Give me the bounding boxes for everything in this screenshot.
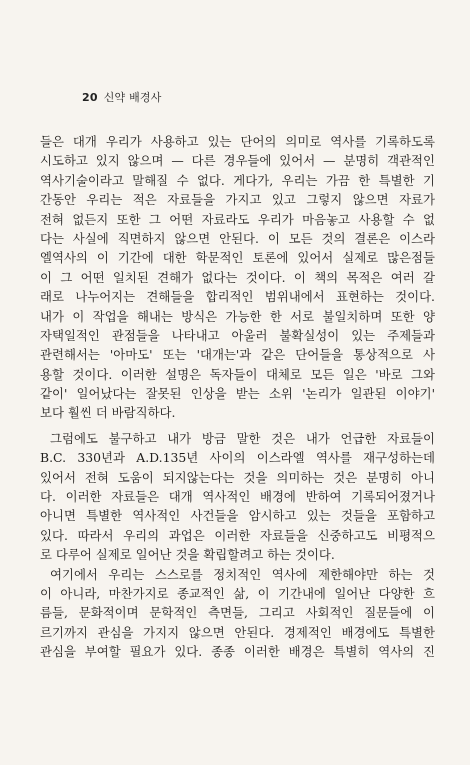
text-line: 내가 이 작업을 해내는 방식은 가능한 한 서로 불일치하며 또한 양 [40, 308, 435, 324]
text-line: 보다 훨씬 더 바람직하다. [40, 405, 176, 421]
text-line: 래로 나누어지는 견해들을 합리적인 범위내에서 표현하는 것이다. [40, 289, 435, 305]
text-line: 그럼에도 불구하고 내가 방금 말한 것은 내가 언급한 자료들이 [50, 430, 435, 446]
text-line: 전혀 없든지 또한 그 어떤 자료라도 우리가 마음놓고 사용할 수 없 [40, 211, 435, 227]
paragraph-2 [40, 429, 435, 565]
text-line: 다. 이러한 자료들은 대개 역사적인 배경에 반하여 기록되어졌거나 [40, 489, 435, 505]
text-line: 름들, 문화적이며 문학적인 측면들, 그리고 사회적인 질문들에 이 [40, 605, 435, 621]
running-header [82, 89, 162, 105]
text-line: 여기에서 우리는 스스로를 정치적인 역사에 제한해야만 하는 것 [50, 566, 435, 582]
text-line: 같이' 일어났다는 잘못된 인상을 받는 소위 '논리가 일관된 이야기' [40, 386, 435, 402]
paragraph-3 [40, 565, 435, 662]
paragraph-1 [40, 132, 435, 423]
text-line: 로 다루어 실제로 일어난 것을 확립할려고 하는 것이다. [40, 547, 335, 563]
text-line: 있다. 따라서 우리의 과업은 이러한 자료들을 신중하고도 비평적으 [40, 527, 435, 543]
text-line: 엘역사의 이 기간에 대한 학문적인 토론에 있어서 실제로 많은점들 [40, 250, 435, 266]
text-line: 관심을 부여할 필요가 있다. 종종 이러한 배경은 특별히 역사의 진 [40, 644, 435, 660]
text-line: 들은 대개 우리가 사용하고 있는 단어의 의미로 역사를 기록하도록 [40, 134, 435, 149]
text-line: 관련해서는 '아마도' 또는 '대개는'과 같은 단어들을 통상적으로 사 [40, 347, 435, 363]
text-line: 르기까지 관심을 가지지 않으면 안된다. 경제적인 배경에도 특별한 [40, 624, 435, 640]
body-text [40, 132, 435, 662]
text-line: 있어서 전혀 도움이 되지않는다는 것을 의미하는 것은 분명히 아니 [40, 469, 435, 485]
text-line: 간동안 우리는 적은 자료들을 가지고 있고 그렇지 않으면 자료가 [40, 192, 435, 208]
text-line: 아니면 특별한 역사적인 사건들을 암시하고 있는 것들을 포함하고 [40, 508, 435, 524]
running-title: 신약 배경사 [103, 91, 162, 104]
text-line: 시도하고 있지 않으며 — 다른 경우들에 있어서 — 분명히 객관적인 [40, 153, 435, 169]
text-line: 이 그 어떤 일치된 견해가 없다는 것이다. 이 책의 목적은 여러 갈 [40, 269, 435, 285]
text-line: 자택일적인 관점들을 나타내고 아울러 불확실성이 있는 주제들과 [40, 327, 435, 343]
text-line: 용할 것이다. 이러한 설명은 독자들이 대체로 모든 일은 '바로 그와 [40, 366, 435, 382]
text-line: B.C. 330년과 A.D.135년 사이의 이스라엘 역사를 재구성하는데 [40, 450, 435, 466]
text-line: 다는 사실에 직면하지 않으면 안된다. 이 모든 것의 결론은 이스라 [40, 230, 435, 246]
text-line: 역사기술이라고 말해질 수 없다. 게다가, 우리는 가끔 한 특별한 기 [40, 172, 435, 188]
page-number: 20 [82, 91, 98, 104]
text-line: 이 아니라, 마찬가지로 종교적인 삶, 이 기간내에 일어난 다양한 흐 [40, 585, 435, 601]
